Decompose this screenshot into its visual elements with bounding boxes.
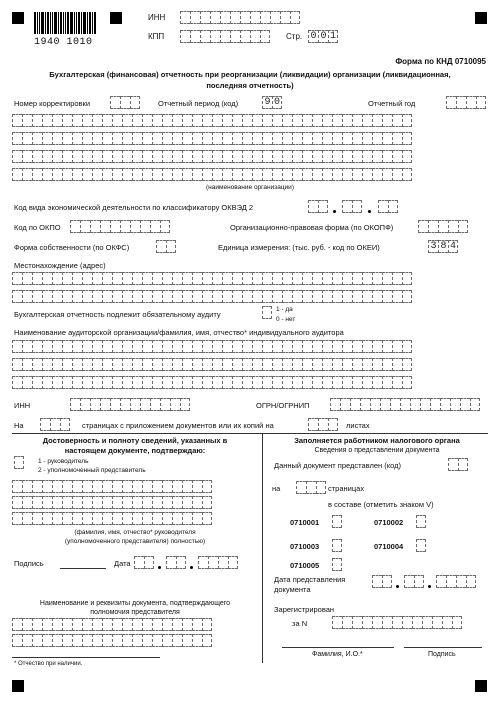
auditor-ogrn-cells[interactable] <box>330 398 480 411</box>
audit-label: Бухгалтерская отчетность подлежит обязательному аудиту <box>14 310 221 319</box>
column-divider <box>262 433 263 663</box>
cell-row[interactable] <box>12 290 412 303</box>
sign-date-month[interactable] <box>166 556 186 569</box>
cell-row[interactable] <box>12 496 212 509</box>
form-code-0710004: 0710004 <box>374 542 404 551</box>
kpp-cells[interactable] <box>180 30 270 43</box>
audit-option-no: 0 - нет <box>276 316 296 323</box>
audit-cell[interactable] <box>262 306 272 319</box>
sheets-label: листах <box>346 421 370 430</box>
submission-date-label-line1: Дата представления <box>274 575 346 584</box>
date-separator-dot <box>158 566 161 569</box>
inn-cells[interactable] <box>180 11 300 24</box>
officer-sign-line[interactable] <box>404 647 482 648</box>
cell-row[interactable] <box>12 634 212 647</box>
presented-code-label: Данный документ представлен (код) <box>274 461 401 470</box>
okpo-cells[interactable] <box>70 220 170 233</box>
okved-separator-dot <box>368 210 371 213</box>
tax-officer-heading: Заполняется работником налогового органа <box>294 436 460 445</box>
footnote-rule <box>12 657 160 658</box>
registered-label-line2: за N <box>292 619 308 628</box>
form-code: Форма по КНД 0710095 <box>395 57 486 66</box>
presented-code-cells[interactable] <box>448 458 468 471</box>
document-title-line2: последняя отчетность) <box>206 81 294 90</box>
signer-caption-line2: (уполномоченного представителя) полностью) <box>64 538 206 545</box>
sheets-count-cells[interactable] <box>308 418 338 431</box>
period-digit: 0 <box>273 97 280 108</box>
cell-row[interactable] <box>12 272 412 285</box>
cell-row[interactable] <box>12 340 412 353</box>
signature-label: Подпись <box>14 559 44 568</box>
auditor-ogrn-label: ОГРН/ОГРНИП <box>256 401 310 410</box>
barcode-number: 1940 1010 <box>34 37 93 48</box>
okopf-label: Организационно-правовая форма (по ОКОПФ) <box>230 223 394 232</box>
correction-cells[interactable] <box>110 96 140 109</box>
org-name-caption: (наименование организации) <box>206 184 294 191</box>
pages-on-label: На <box>14 421 24 430</box>
unit-label: Единица измерения: (тыс. руб. - код по ОКЕИ) <box>218 243 380 252</box>
corner-marker-top-mid <box>110 12 122 24</box>
kpp-label: КПП <box>148 32 165 41</box>
okved-cells-1[interactable] <box>308 200 328 213</box>
form-code-0710003: 0710003 <box>290 542 320 551</box>
check-0710002[interactable] <box>416 515 426 528</box>
cell-row[interactable] <box>12 358 412 371</box>
cell-row[interactable] <box>12 480 212 493</box>
correction-label: Номер корректировки <box>14 99 91 108</box>
unit-digit: 8 <box>438 240 448 253</box>
officer-fio-label: Фамилия, И.О.* <box>312 651 363 658</box>
page-digit: 0 <box>308 30 318 43</box>
sign-date-year[interactable] <box>198 556 238 569</box>
certify-heading-line2: настоящем документе, подтверждаю: <box>64 446 206 455</box>
okopf-cells[interactable] <box>418 220 468 233</box>
officer-name-line[interactable] <box>282 647 394 648</box>
okfs-label: Форма собственности (по ОКФС) <box>14 243 130 252</box>
cell-row[interactable] <box>12 512 212 525</box>
certify-heading-line1: Достоверность и полноту сведений, указанных в <box>42 436 228 445</box>
signer-type-cell[interactable] <box>14 456 24 469</box>
authority-doc-label-line1: Наименование и реквизиты документа, подтверждающего <box>39 600 231 607</box>
officer-sign-label: Подпись <box>428 651 456 658</box>
corner-marker-top-right <box>475 12 487 24</box>
cell-row[interactable] <box>12 150 412 163</box>
composition-label: в составе (отметить знаком V) <box>328 500 434 509</box>
okved-cells-2[interactable] <box>342 200 362 213</box>
signer-option-2: 2 - уполномоченный представитель <box>38 467 146 474</box>
date-separator-dot <box>396 585 399 588</box>
footnote: * Отчество при наличии. <box>14 661 83 667</box>
okved-label: Код вида экономической деятельности по классификатору ОКВЭД 2 <box>14 203 254 212</box>
check-0710001[interactable] <box>332 515 342 528</box>
auditor-inn-cells[interactable] <box>70 398 190 411</box>
form-code-0710005: 0710005 <box>290 561 320 570</box>
pages-count-cells[interactable] <box>40 418 70 431</box>
right-pages-label: страницах <box>328 484 365 493</box>
page-number-cells <box>308 30 338 43</box>
okved-cells-3[interactable] <box>378 200 398 213</box>
registered-label-line1: Зарегистрирован <box>274 605 335 614</box>
okved-separator-dot <box>333 210 336 213</box>
barcode <box>34 12 97 34</box>
unit-cells <box>428 240 458 253</box>
form-code-0710002: 0710002 <box>374 518 404 527</box>
auditor-label: Наименование аудиторской организации/фамилия, имя, отчество* индивидуального аудитора <box>14 328 344 337</box>
cell-row[interactable] <box>12 168 412 181</box>
submission-date-month[interactable] <box>404 575 424 588</box>
year-cells[interactable] <box>446 96 486 109</box>
audit-option-yes: 1 - да <box>276 306 293 313</box>
document-title-line1: Бухгалтерская (финансовая) отчетность при реорганизации (ликвидации) организации (ликвидационная, <box>49 70 451 79</box>
year-label: Отчетный год <box>368 99 416 108</box>
auditor-inn-label: ИНН <box>14 401 31 410</box>
right-pages-cells[interactable] <box>296 481 326 494</box>
page-label: Стр. <box>286 32 303 41</box>
period-digit: 9 <box>262 96 272 109</box>
check-0710004[interactable] <box>416 539 426 552</box>
date-separator-dot <box>190 566 193 569</box>
check-0710003[interactable] <box>332 539 342 552</box>
cell-row[interactable] <box>12 132 412 145</box>
location-label: Местонахождение (адрес) <box>14 261 106 270</box>
period-cells[interactable] <box>262 96 282 109</box>
cell-row[interactable] <box>12 114 412 127</box>
check-0710005[interactable] <box>332 558 342 571</box>
form-code-0710001: 0710001 <box>290 518 320 527</box>
corner-marker-top-left <box>12 12 24 24</box>
inn-label: ИНН <box>148 13 166 22</box>
page-digit: 1 <box>329 31 336 42</box>
page-digit: 0 <box>318 30 328 43</box>
registration-number-cells[interactable] <box>332 616 462 629</box>
signer-option-1: 1 - руководитель <box>38 458 89 465</box>
pages-middle-label: страницах с приложением документов или их копий на <box>82 421 274 430</box>
right-on-label: на <box>272 484 281 493</box>
period-label: Отчетный период (код) <box>158 99 239 108</box>
sign-date-day[interactable] <box>134 556 154 569</box>
submission-date-day[interactable] <box>372 575 392 588</box>
cell-row[interactable] <box>12 376 412 389</box>
signer-caption-line1: (фамилия, имя, отчество* руководителя <box>74 529 196 536</box>
corner-marker-bottom-left <box>12 680 24 692</box>
unit-digit: 3 <box>428 240 438 253</box>
authority-doc-label-line2: полномочия представителя <box>90 609 180 616</box>
signature-line[interactable] <box>60 568 106 569</box>
sign-date-label: Дата <box>114 559 131 568</box>
cell-row[interactable] <box>12 618 212 631</box>
submission-date-label-line2: документа <box>274 585 311 594</box>
submission-subheading: Сведения о представлении документа <box>314 447 440 454</box>
okfs-cells[interactable] <box>156 240 176 253</box>
section-divider <box>12 433 488 434</box>
corner-marker-bottom-right <box>475 680 487 692</box>
date-separator-dot <box>428 585 431 588</box>
submission-date-year[interactable] <box>436 575 476 588</box>
unit-digit: 4 <box>449 241 456 252</box>
okpo-label: Код по ОКПО <box>14 223 61 232</box>
